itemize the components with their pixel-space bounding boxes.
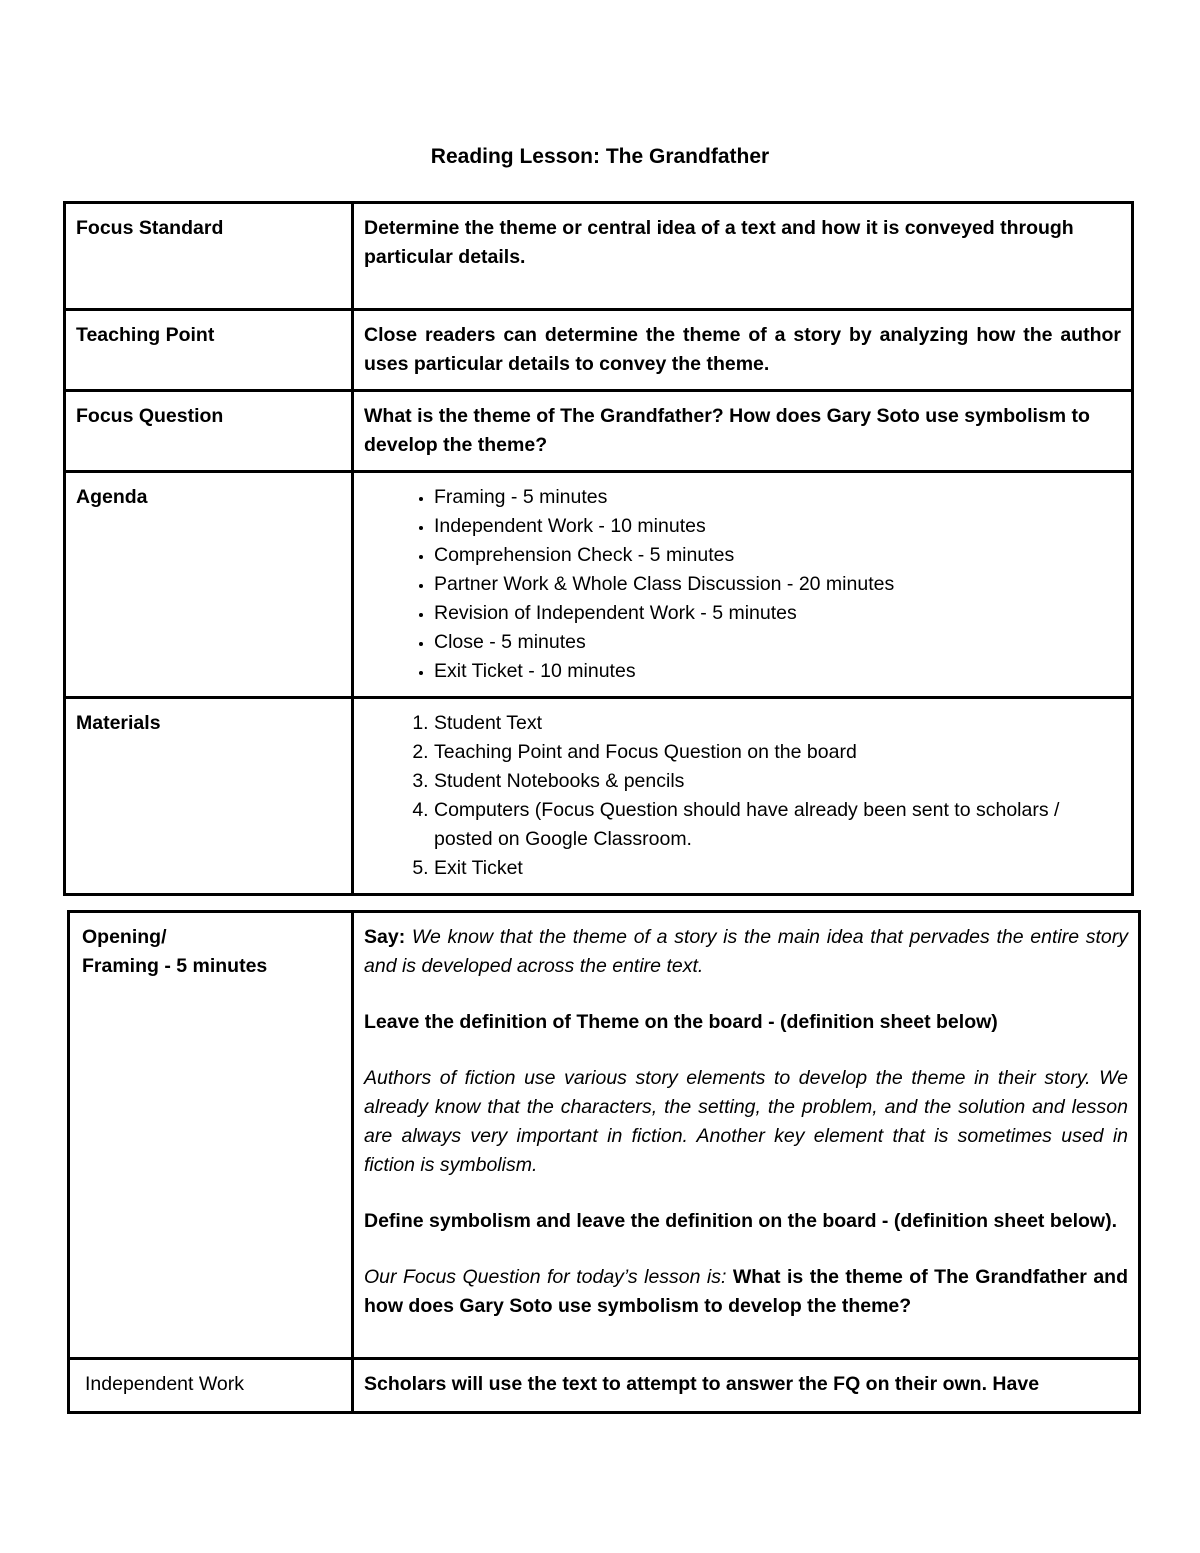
list-item: • Comprehension Check - 5 minutes	[434, 541, 1121, 570]
table-row	[69, 1359, 1140, 1413]
opening-label-cell	[69, 912, 353, 1359]
focus-question-label: Focus Question	[65, 391, 353, 472]
agenda-label: Agenda	[65, 472, 353, 698]
materials-cell	[353, 698, 1133, 895]
agenda-list	[364, 483, 1121, 686]
leave-definition-text: Leave the definition of Theme on the board - (definition sheet below)	[364, 1011, 998, 1033]
table-row	[65, 472, 1133, 698]
page-title: Reading Lesson: The Grandfather	[430, 145, 770, 168]
list-item: 2. Teaching Point and Focus Question on the board	[434, 738, 1121, 767]
independent-work-text: Scholars will use the text to attempt to answer the FQ on their own. Have	[353, 1359, 1140, 1413]
framing-label: Framing - 5 minutes	[82, 955, 268, 977]
table-row	[65, 698, 1133, 895]
lesson-procedure-table	[67, 910, 1141, 1414]
opening-content	[353, 912, 1140, 1359]
say-label: Say:	[364, 926, 406, 948]
table-row	[69, 912, 1140, 1359]
materials-label: Materials	[65, 698, 353, 895]
list-item: • Close - 5 minutes	[434, 628, 1121, 657]
table-row	[65, 391, 1133, 472]
define-symbolism-text: Define symbolism and leave the definition on the board - (definition sheet below).	[364, 1210, 1117, 1232]
list-item: 3. Student Notebooks & pencils	[434, 767, 1121, 796]
teaching-point-label: Teaching Point	[65, 310, 353, 391]
list-item: • Framing - 5 minutes	[434, 483, 1121, 512]
focus-standard-label: Focus Standard	[65, 203, 353, 310]
independent-work-label: Independent Work	[69, 1359, 353, 1413]
say-text: We know that the theme of a story is the main idea that pervades the entire story and is developed across the entire text.	[364, 926, 1129, 977]
focus-question-restated: What is the theme of The Grandfather and how does Gary Soto use symbolism to develop the theme?	[364, 1266, 1129, 1317]
table-row	[65, 203, 1133, 310]
focus-question-intro: Our Focus Question for today’s lesson is:	[364, 1266, 727, 1288]
list-item: 1. Student Text	[434, 709, 1121, 738]
lesson-overview-table	[63, 201, 1134, 896]
list-item: • Independent Work - 10 minutes	[434, 512, 1121, 541]
teaching-point-text: Close readers can determine the theme of a story by analyzing how the author uses particular details to convey the theme.	[353, 310, 1133, 391]
opening-label: Opening/	[82, 926, 167, 948]
agenda-cell	[353, 472, 1133, 698]
list-item: 5. Exit Ticket	[434, 854, 1121, 883]
table-row	[65, 310, 1133, 391]
list-item: • Partner Work & Whole Class Discussion - 20 minutes	[434, 570, 1121, 599]
list-item: • Revision of Independent Work - 5 minutes	[434, 599, 1121, 628]
materials-list	[364, 709, 1121, 883]
focus-question-text: What is the theme of The Grandfather? How does Gary Soto use symbolism to develop the theme?	[353, 391, 1133, 472]
list-item: • Exit Ticket - 10 minutes	[434, 657, 1121, 686]
authors-text: Authors of fiction use various story elements to develop the theme in their story. We already know that the characters, the setting, the problem, and the solution and lesson are always very important in fiction. Another key element that is sometimes used in fiction is symbolism.	[364, 1067, 1128, 1176]
focus-standard-text: Determine the theme or central idea of a text and how it is conveyed through particular details.	[353, 203, 1133, 310]
list-item: 4. Computers (Focus Question should have already been sent to scholars / posted on Google Classroom.	[434, 796, 1121, 854]
